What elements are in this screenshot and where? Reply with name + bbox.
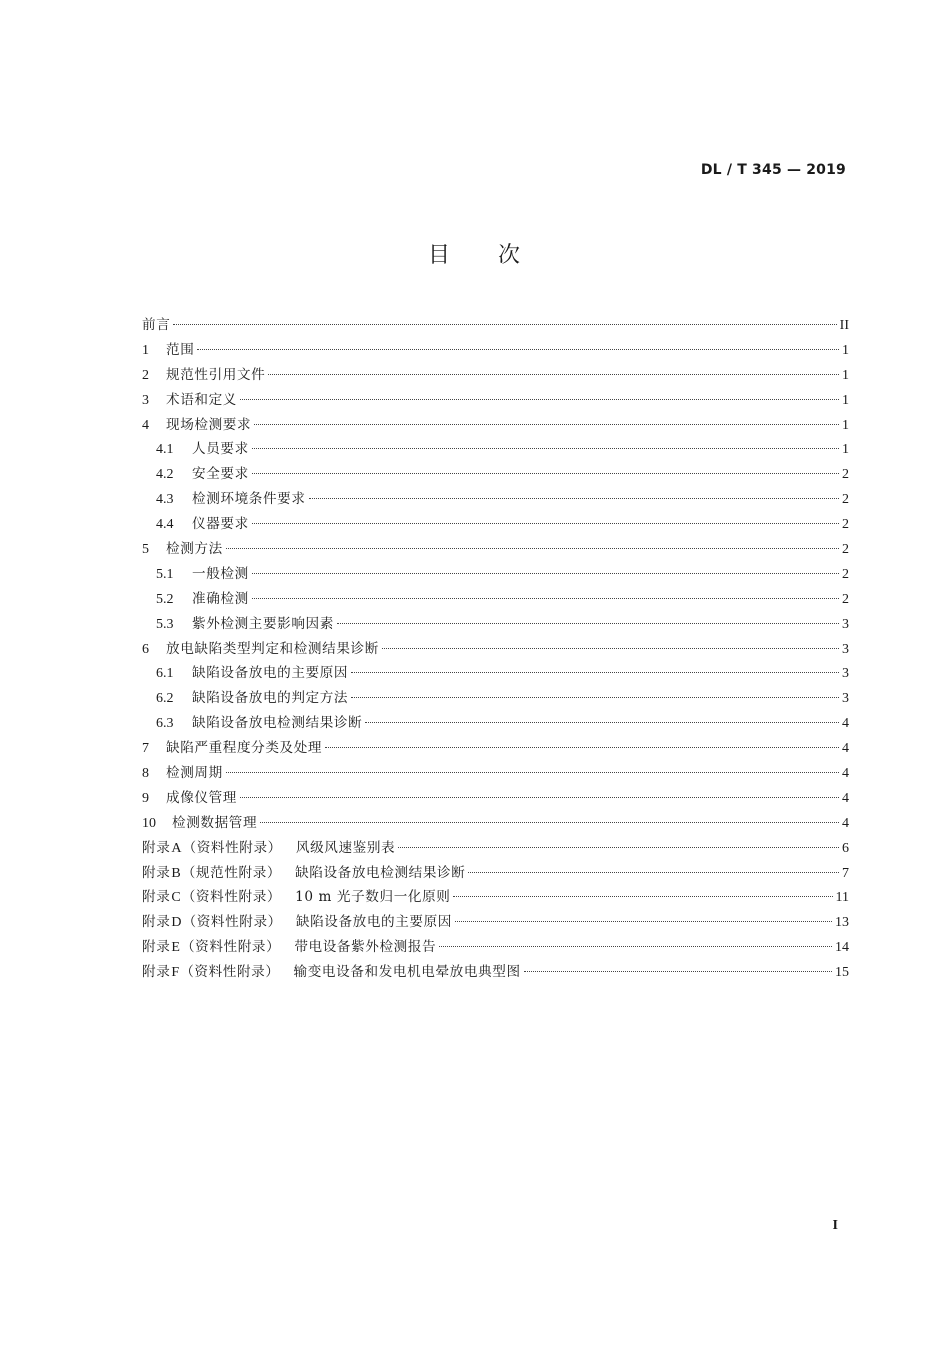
toc-entry-label: 准确检测 bbox=[192, 590, 249, 607]
toc-entry-label: 缺陷设备放电的判定方法 bbox=[192, 690, 349, 707]
appendix-type: （资料性附录） bbox=[182, 914, 282, 931]
toc-leader-dots bbox=[524, 971, 832, 972]
toc-entry-number: 6.3 bbox=[156, 716, 174, 732]
appendix-type: （资料性附录） bbox=[181, 889, 282, 906]
toc-subentry[interactable] bbox=[142, 462, 849, 487]
toc-entry-page: 4 bbox=[842, 716, 849, 732]
toc-entry-page: 4 bbox=[842, 741, 849, 757]
appendix-letter: B bbox=[171, 865, 181, 881]
toc-leader-dots bbox=[226, 548, 839, 549]
toc-leader-dots bbox=[365, 722, 839, 723]
page-number: I bbox=[832, 1218, 838, 1233]
appendix-prefix: 附录 bbox=[142, 864, 171, 881]
toc-entry-label: 输变电设备和发电机电晕放电典型图 bbox=[293, 964, 521, 981]
toc-entry-page: 3 bbox=[842, 641, 849, 657]
toc-entry-page: 2 bbox=[842, 591, 849, 607]
toc-entry-number: 5.3 bbox=[156, 616, 174, 632]
toc-entry-page: 1 bbox=[842, 392, 849, 408]
toc-leader-dots bbox=[453, 896, 832, 897]
toc-entry[interactable] bbox=[142, 786, 849, 811]
toc-entry-label: 紫外检测主要影响因素 bbox=[192, 615, 334, 632]
toc-entry-label: 放电缺陷类型判定和检测结果诊断 bbox=[166, 640, 379, 657]
toc-entry-label: 检测方法 bbox=[166, 541, 223, 558]
toc-appendix-entry[interactable] bbox=[142, 836, 849, 861]
toc-entry-page: 2 bbox=[842, 542, 849, 558]
appendix-prefix: 附录 bbox=[142, 839, 171, 856]
toc-leader-dots bbox=[309, 498, 839, 499]
toc-entry-number: 4.3 bbox=[156, 492, 174, 508]
toc-entry-page: 13 bbox=[835, 915, 849, 931]
toc-entry-page: 2 bbox=[842, 492, 849, 508]
toc-entry-number: 7 bbox=[142, 741, 149, 757]
toc-title-part1: 目 bbox=[427, 243, 452, 268]
toc-subentry[interactable] bbox=[142, 612, 849, 637]
toc-leader-dots bbox=[173, 324, 836, 325]
toc-entry-page: 11 bbox=[835, 890, 849, 906]
toc-entry[interactable] bbox=[142, 736, 849, 761]
appendix-prefix: 附录 bbox=[142, 939, 171, 956]
toc-entry-number: 5.1 bbox=[156, 566, 174, 582]
toc-entry-number: 6.2 bbox=[156, 691, 174, 707]
appendix-letter: E bbox=[171, 940, 180, 956]
toc-entry-number: 5.2 bbox=[156, 591, 174, 607]
toc-entry-page: 2 bbox=[842, 566, 849, 582]
toc-subentry[interactable] bbox=[142, 437, 849, 462]
toc-entry-number: 4.1 bbox=[156, 442, 174, 458]
toc-entry-page: 3 bbox=[842, 691, 849, 707]
toc-entry-label: 带电设备紫外检测报告 bbox=[294, 939, 437, 956]
toc-leader-dots bbox=[351, 697, 839, 698]
toc-leader-dots bbox=[252, 523, 839, 524]
document-code: DL / T 345 — 2019 bbox=[700, 162, 846, 178]
toc-entry-page: 14 bbox=[835, 940, 849, 956]
toc-leader-dots bbox=[268, 374, 839, 375]
toc-leader-dots bbox=[197, 349, 839, 350]
toc-entry-label: 范围 bbox=[166, 341, 195, 358]
toc-entry-page: 1 bbox=[842, 342, 849, 358]
appendix-prefix: 附录 bbox=[142, 914, 171, 931]
toc-leader-dots bbox=[260, 822, 839, 823]
toc-entry-page: 4 bbox=[842, 766, 849, 782]
toc-entry[interactable] bbox=[142, 537, 849, 562]
toc-entry-label: 一般检测 bbox=[192, 565, 249, 582]
toc-entry-label: 缺陷严重程度分类及处理 bbox=[166, 740, 323, 757]
toc-entry-number: 5 bbox=[142, 542, 149, 558]
toc-entry[interactable] bbox=[142, 388, 849, 413]
toc-appendix-entry[interactable] bbox=[142, 910, 849, 935]
toc-entry-label: 安全要求 bbox=[192, 466, 249, 483]
toc-entry-label: 10 m 光子数归一化原则 bbox=[295, 889, 451, 906]
toc-entry-page: 3 bbox=[842, 666, 849, 682]
toc-appendix-entry[interactable] bbox=[142, 935, 849, 960]
toc-entry[interactable] bbox=[142, 363, 849, 388]
toc-appendix-entry[interactable] bbox=[142, 861, 849, 886]
toc-entry-label: 人员要求 bbox=[192, 441, 249, 458]
toc-entry-page: 3 bbox=[842, 616, 849, 632]
toc-entry-label: 术语和定义 bbox=[166, 391, 237, 408]
toc-entry-label: 检测环境条件要求 bbox=[192, 491, 306, 508]
appendix-type: （资料性附录） bbox=[180, 964, 280, 981]
toc-entry-label: 检测数据管理 bbox=[172, 814, 258, 831]
toc-entry-number: 3 bbox=[142, 392, 149, 408]
toc-entry-page: 4 bbox=[842, 815, 849, 831]
toc-entry-page: 6 bbox=[842, 840, 849, 856]
toc-leader-dots bbox=[252, 448, 839, 449]
toc-leader-dots bbox=[351, 672, 839, 673]
appendix-prefix: 附录 bbox=[142, 964, 171, 981]
toc-leader-dots bbox=[252, 573, 839, 574]
toc-entry-label: 仪器要求 bbox=[192, 516, 249, 533]
toc-entry-label: 缺陷设备放电检测结果诊断 bbox=[295, 864, 466, 881]
appendix-letter: F bbox=[171, 965, 180, 981]
toc-leader-dots bbox=[337, 623, 839, 624]
toc-entry-number: 2 bbox=[142, 367, 149, 383]
toc-entry-number: 1 bbox=[142, 342, 149, 358]
toc-leader-dots bbox=[252, 598, 839, 599]
toc-leader-dots bbox=[240, 399, 839, 400]
toc-entry-number: 4.4 bbox=[156, 517, 174, 533]
toc-entry-label: 检测周期 bbox=[166, 765, 223, 782]
toc-subentry[interactable] bbox=[142, 661, 849, 686]
appendix-letter: C bbox=[171, 890, 181, 906]
toc-entry-number: 8 bbox=[142, 766, 149, 782]
toc-entry[interactable] bbox=[142, 761, 849, 786]
toc-entry-page: 1 bbox=[842, 417, 849, 433]
toc-entry-page: 2 bbox=[842, 467, 849, 483]
toc-entry-number: 4.2 bbox=[156, 467, 174, 483]
toc-title-part2: 次 bbox=[498, 243, 523, 268]
toc-entry-page: 15 bbox=[835, 965, 849, 981]
toc-leader-dots bbox=[226, 772, 839, 773]
appendix-letter: A bbox=[171, 840, 182, 856]
toc-entry-label: 现场检测要求 bbox=[166, 416, 252, 433]
toc-appendix-entry[interactable] bbox=[142, 885, 849, 910]
toc-entry-label: 规范性引用文件 bbox=[166, 366, 266, 383]
toc-appendix-entry[interactable] bbox=[142, 960, 849, 985]
toc-entry[interactable] bbox=[142, 313, 849, 338]
toc-entry-page: 1 bbox=[842, 442, 849, 458]
toc-entry-label: 缺陷设备放电检测结果诊断 bbox=[192, 715, 363, 732]
toc-title bbox=[0, 238, 950, 269]
toc-entry-label: 风级风速鉴别表 bbox=[295, 839, 396, 856]
toc-entry-label: 前言 bbox=[142, 317, 171, 333]
toc-subentry[interactable] bbox=[142, 587, 849, 612]
toc-entry-number: 10 bbox=[142, 815, 156, 831]
toc-leader-dots bbox=[252, 473, 839, 474]
appendix-type: （资料性附录） bbox=[182, 839, 282, 856]
toc-leader-dots bbox=[439, 946, 832, 947]
toc-entry-number: 6.1 bbox=[156, 666, 174, 682]
appendix-type: （资料性附录） bbox=[180, 939, 281, 956]
appendix-prefix: 附录 bbox=[142, 889, 171, 906]
toc-subentry[interactable] bbox=[142, 686, 849, 711]
toc-entry-page: 2 bbox=[842, 517, 849, 533]
toc-subentry[interactable] bbox=[142, 512, 849, 537]
appendix-type: （规范性附录） bbox=[181, 864, 282, 881]
toc-entry-page: II bbox=[839, 318, 849, 333]
toc-leader-dots bbox=[325, 747, 839, 748]
toc-entry[interactable] bbox=[142, 811, 849, 836]
toc-subentry[interactable] bbox=[142, 487, 849, 512]
table-of-contents bbox=[142, 313, 849, 985]
toc-entry[interactable] bbox=[142, 637, 849, 662]
toc-entry[interactable] bbox=[142, 413, 849, 438]
toc-entry-number: 9 bbox=[142, 790, 149, 806]
toc-entry[interactable] bbox=[142, 338, 849, 363]
toc-entry-label: 成像仪管理 bbox=[166, 789, 237, 806]
toc-subentry[interactable] bbox=[142, 562, 849, 587]
toc-leader-dots bbox=[240, 797, 839, 798]
toc-leader-dots bbox=[455, 921, 832, 922]
toc-subentry[interactable] bbox=[142, 711, 849, 736]
toc-entry-page: 7 bbox=[842, 865, 849, 881]
toc-entry-label: 缺陷设备放电的主要原因 bbox=[192, 665, 349, 682]
toc-entry-number: 4 bbox=[142, 417, 149, 433]
toc-leader-dots bbox=[468, 872, 839, 873]
toc-entry-page: 4 bbox=[842, 790, 849, 806]
toc-leader-dots bbox=[382, 648, 839, 649]
toc-leader-dots bbox=[398, 847, 839, 848]
toc-entry-number: 6 bbox=[142, 641, 149, 657]
toc-leader-dots bbox=[254, 424, 839, 425]
toc-entry-label: 缺陷设备放电的主要原因 bbox=[295, 914, 453, 931]
appendix-letter: D bbox=[171, 915, 182, 931]
toc-entry-page: 1 bbox=[842, 367, 849, 383]
